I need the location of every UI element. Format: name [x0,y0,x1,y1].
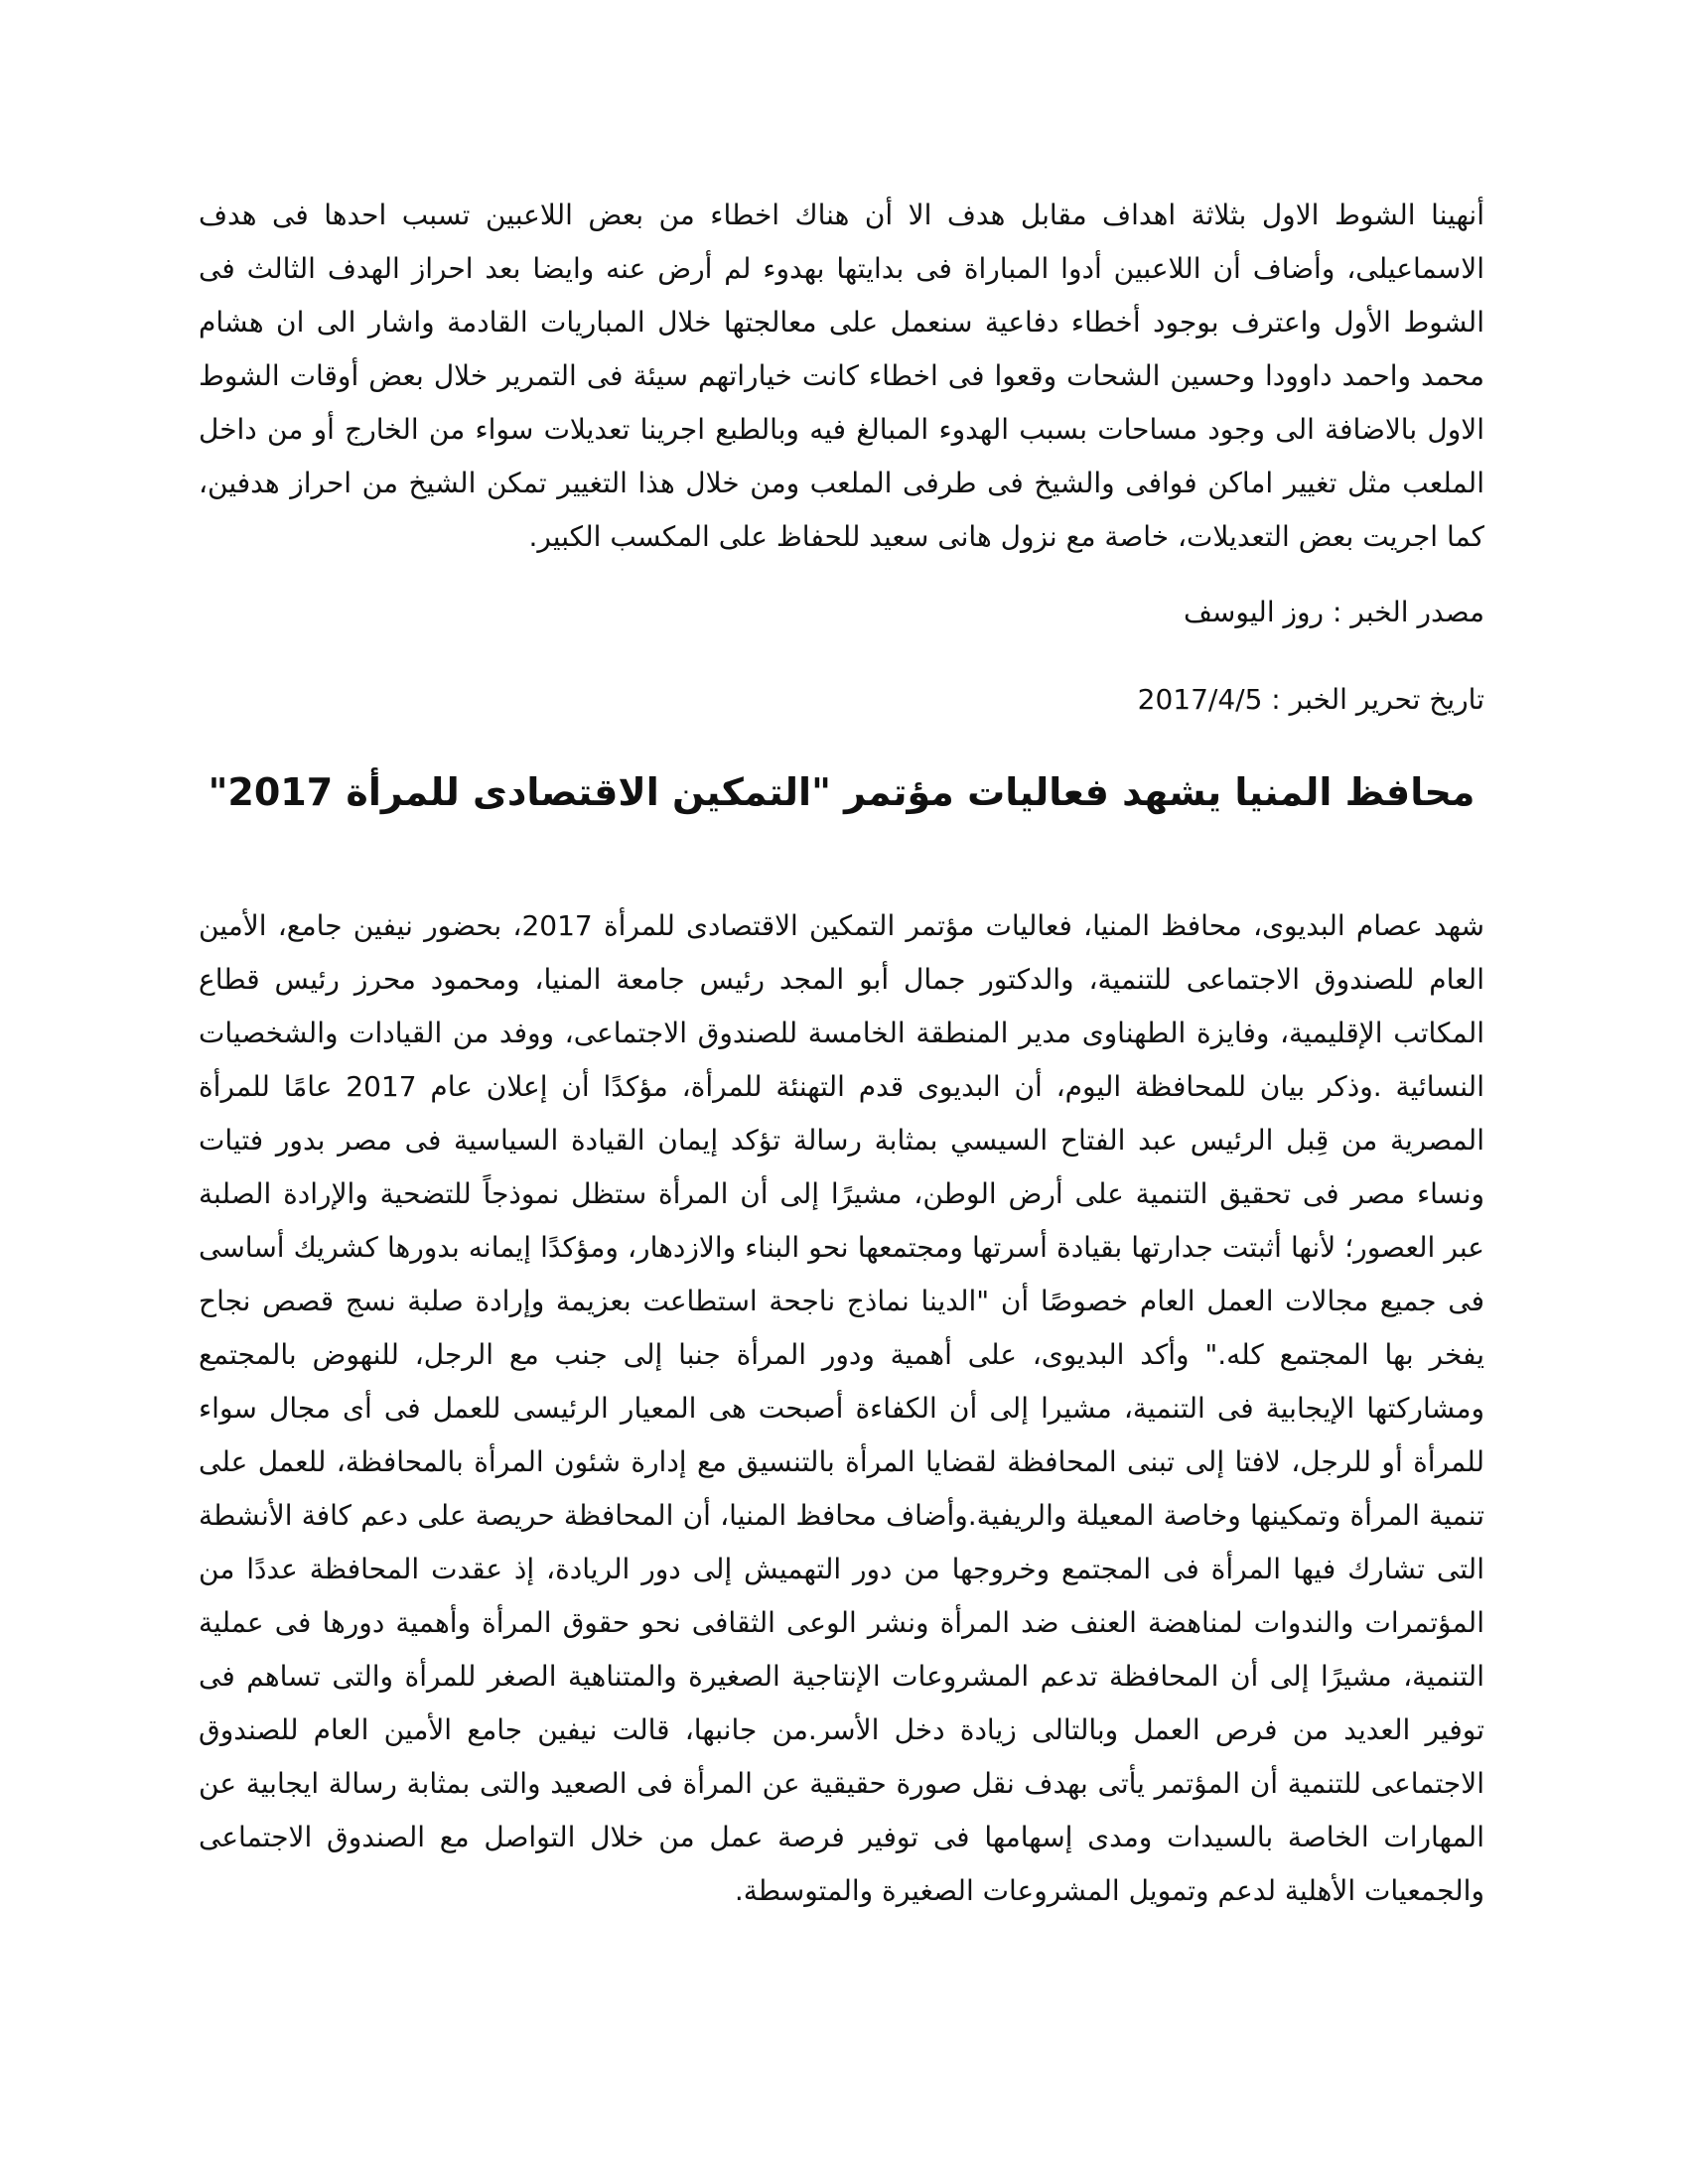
news-source: مصدر الخبر : روز اليوسف [1183,596,1484,628]
article-2-headline: محافظ المنيا يشهد فعاليات مؤتمر "التمكين الاقتصادى للمرأة 2017" [208,770,1476,814]
news-date: تاريخ تحرير الخبر : 2017/4/5 [1137,683,1484,716]
article-2-paragraph: شهد عصام البديوى، محافظ المنيا، فعاليات مؤتمر التمكين الاقتصادى للمرأة 2017، بحضور نيفين جامع، الأمين العام للصندوق الاجتماعى للتنمية، والدكتور جمال أبو المجد رئيس جامعة المنيا، ومحمود محرز رئيس قطاع المكاتب الإقليمية، وفايزة الطهناوى مدير المنطقة الخامسة للصندوق الاجتماعى، ووفد من القيادات والشخصيات النسائية .وذكر بيان للمحافظة اليوم، أن البديوى قدم التهنئة للمرأة، مؤكدًا أن إعلان عام 2017 عامًا للمرأة المصرية من قِبل الرئيس عبد الفتاح السيسي بمثابة رسالة تؤكد إيمان القيادة السياسية فى مصر بدور فتيات ونساء مصر فى تحقيق التنمية على أرض الوطن، مشيرًا إلى أن المرأة ستظل نموذجاً للتضحية والإرادة الصلبة عبر العصور؛ لأنها أثبتت جدارتها بقيادة أسرتها ومجتمعها نحو البناء والازدهار، ومؤكدًا إيمانه بدورها كشريك أساسى فى جميع مجالات العمل العام خصوصًا أن "الدينا نماذج ناجحة استطاعت بعزيمة وإرادة صلبة نسج قصص نجاح يفخر بها المجتمع كله." وأكد البديوى، على أهمية ودور المرأة جنبا إلى جنب مع الرجل، للنهوض بالمجتمع ومشاركتها الإيجابية فى التنمية، مشيرا إلى أن الكفاءة أصبحت هى المعيار الرئيسى للعمل فى أى مجال سواء للمرأة أو للرجل، لافتا إلى تبنى المحافظة لقضايا المرأة بالتنسيق مع إدارة شئون المرأة بالمحافظة، للعمل على تنمية المرأة وتمكينها وخاصة المعيلة والريفية.وأضاف محافظ المنيا، أن المحافظة حريصة على دعم كافة الأنشطة التى تشارك فيها المرأة فى المجتمع وخروجها من دور التهميش إلى دور الريادة، إذ عقدت المحافظة عددًا من المؤتمرات والندوات لمناهضة العنف ضد المرأة ونشر الوعى الثقافى نحو حقوق المرأة وأهمية دورها فى عملية التنمية، مشيرًا إلى أن المحافظة تدعم المشروعات الإنتاجية الصغيرة والمتناهية الصغر للمرأة والتى تساهم فى توفير العديد من فرص العمل وبالتالى زيادة دخل الأسر.من جانبها، قالت نيفين جامع الأمين العام للصندوق الاجتماعى للتنمية أن المؤتمر يأتى بهدف نقل صورة حقيقية عن المرأة فى الصعيد والتى بمثابة رسالة ايجابية عن المهارات الخاصة بالسيدات ومدى إسهامها فى توفير فرصة عمل من خلال التواصل مع الصندوق الاجتماعى والجمعيات الأهلية لدعم وتمويل المشروعات الصغيرة والمتوسطة. [199,909,1485,1907]
article-1-paragraph: أنهينا الشوط الاول بثلاثة اهداف مقابل هدف الا أن هناك اخطاء من بعض اللاعبين تسبب احدها فى هدف الاسماعيلى، وأضاف أن اللاعبين أدوا المباراة فى بدايتها بهدوء لم أرض عنه وايضا بعد احراز الهدف الثالث فى الشوط الأول واعترف بوجود أخطاء دفاعية سنعمل على معالجتها خلال المباريات القادمة واشار الى ان هشام محمد واحمد داوودا وحسين الشحات وقعوا فى اخطاء كانت خياراتهم سيئة فى التمرير خلال بعض أوقات الشوط الاول بالاضافة الى وجود مساحات بسبب الهدوء المبالغ فيه وبالطبع اجرينا تعديلات سواء من الخارج أو من داخل الملعب مثل تغيير اماكن فوافى والشيخ فى طرفى الملعب ومن خلال هذا التغيير تمكن الشيخ من احراز هدفين، كما اجريت بعض التعديلات، خاصة مع نزول هانى سعيد للحفاظ على المكسب الكبير. [199,199,1484,553]
document-page [199,189,1484,1918]
